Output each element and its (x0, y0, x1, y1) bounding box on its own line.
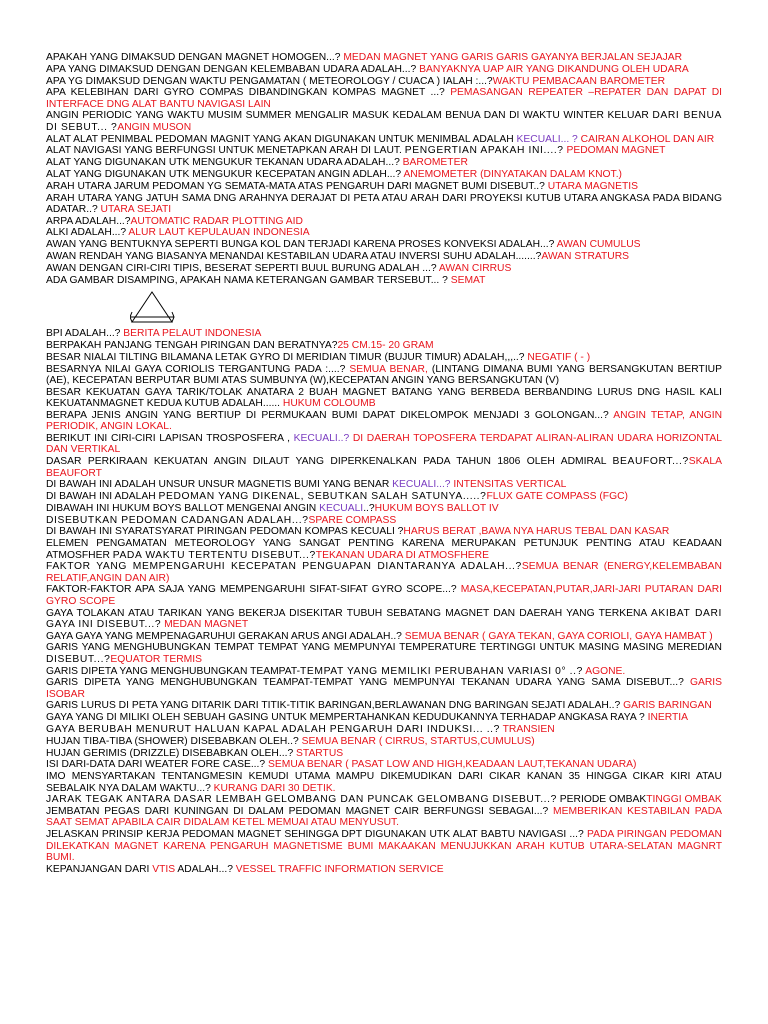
question-text: ELEMEN PENGAMATAN METEOROLOGY YANG SANGAT PENTING KARENA MERUPAKAN PETUNJUK PENTING ATAU KEADAAN ATMOSFHER (46, 538, 722, 561)
answer-text: VTIS (152, 863, 176, 875)
quiz-document (46, 52, 722, 875)
question-item (46, 479, 722, 490)
question-text: GARIS LURUS DI PETA YANG DITARIK DARI TITIK-TITIK BARINGAN,BERLAWANAN DNG BARINGAN SEJATI ADALAH..? (46, 700, 624, 712)
question-item (46, 227, 722, 238)
question-text: PENGERTIAN APAKAH INI....? (404, 145, 564, 157)
question-item (46, 157, 722, 168)
question-item (46, 410, 722, 433)
answer-text: HARUS BERAT ,BAWA NYA HARUS TEBAL DAN KASAR (403, 526, 670, 538)
answer-text: SEMUA BENAR, (349, 363, 428, 375)
question-text: AWAN RENDAH YANG BIASANYA MENANDAI KESTABILAN UDARA ATAU INVERSI SUHU ADALAH.......? (46, 251, 542, 263)
question-text: ALKI ADALAH...? (46, 227, 129, 239)
question-text: BERPAKAH PANJANG TENGAH PIRINGAN DAN BERATNYA? (46, 340, 338, 352)
answer-text: GARIS ISOBAR (46, 677, 722, 700)
answer-text: PEDOMAN MAGNET (563, 145, 666, 157)
question-text: GAYA TOLAKAN ATAU TARIKAN YANG BEKERJA DISEKITAR TUBUH SEBATANG MAGNET DAN DAERAH YANG TERKENA (46, 607, 651, 619)
question-text: ALAT YANG DIGUNAKAN UTK MENGUKUR KECEPATAN ANGIN ADLAH...? (46, 168, 404, 180)
question-text: GAYA GAYA YANG MEMPENAGARUHUI GERAKAN ARUS ANGI ADALAH..? (46, 630, 405, 642)
question-item (46, 864, 722, 875)
question-text: DI BAWAH INI ADALAH UNSUR UNSUR MAGNETIS BUMI YANG BENAR (46, 479, 393, 491)
answer-text: EQUATOR TERMIS (110, 653, 202, 665)
answer-text: BERITA PELAUT INDONESIA (123, 328, 262, 340)
question-text: GARIS DIPETA YANG MENGHUBUNGKAN TEAMPAT-TEMPAT YANG MEMPUNYAI TEKANAN UDARA YANG SAMA DISEBUT...? (46, 677, 690, 689)
question-item (46, 538, 722, 561)
question-text: BERAPA JENIS ANGIN YANG BERTIUP DI PERMUKAAN BUMI DAPAT DIKELOMPOK MENJADI 3 GOLONGAN...? (46, 410, 614, 422)
question-item (46, 64, 722, 75)
answer-text: SPARE COMPASS (308, 514, 397, 526)
question-item (46, 340, 722, 351)
question-text: GAYA YANG DI MILIKI OLEH SEBUAH GASING UNTUK MEMPERTAHANKAN KEDUDUKANNYA TERHADAP ANGKASA RAYA ? (46, 712, 648, 724)
question-text: BESAR NIALAI TILTING BILAMANA LETAK GYRO DI MERIDIAN TIMUR (BUJUR TIMUR) ADALAH,,,..? (46, 352, 528, 364)
question-text: BERIKUT INI CIRI-CIRI LAPISAN TROSPOSFERA , (46, 433, 294, 445)
question-item (46, 724, 722, 735)
question-item (46, 700, 722, 711)
question-text: GAYA BERUBAH MENURUT HALUAN KAPAL ADALAH PENGARUH DARI INDUKSI... ..? (46, 724, 500, 736)
question-text: (LINTANG DIMANA BUMI YANG BERSANGKUTAN BERTIUP (AE), KECEPATAN BERPUTAR BUMI ATAS SUMBUNYA (W),KECEPATAN ANGIN YANG BERSANGKUTAN (V) (46, 363, 722, 387)
question-text: GARIS DIPETA YANG MENGHUBUNGKAN TEAMPAT- (46, 665, 301, 677)
keyword-kecuali: KECUALI (319, 502, 364, 514)
question-item (46, 771, 722, 794)
question-item (46, 584, 722, 607)
answer-text: DI DAERAH TOPOSFERA TERDAPAT ALIRAN-ALIRAN UDARA HORIZONTAL DAN VERTIKAL (46, 433, 722, 456)
question-text: BESAR KEKUATAN GAYA TARIK/TOLAK ANATARA 2 BUAH MAGNET BATANG YANG BERBEDA BERBANDING LURUS DNG HASIL KALI KEKUATANMAGNET KEDUA KUTUB ADALAH...... (46, 386, 722, 410)
question-text: DISEBUT...? (46, 653, 111, 665)
answer-text: SEMUA BENAR (ENERGY,KELEMBABAN RELATIF,ANGIN DAN AIR) (46, 561, 722, 584)
answer-text: AWAN CIRRUS (438, 262, 512, 274)
answer-text: INTENSITAS VERTICAL (450, 479, 567, 491)
question-item (46, 52, 722, 63)
answer-text: NEGATIF ( - ) (527, 352, 591, 364)
answer-text: HUKUM COLOUMB (282, 398, 376, 410)
question-text: KEPANJANGAN DARI (46, 863, 153, 875)
question-item (46, 608, 722, 631)
question-item (46, 806, 722, 829)
question-item (46, 275, 722, 286)
question-item (46, 76, 722, 87)
question-text: JELASKAN PRINSIP KERJA PEDOMAN MAGNET SEHINGGA DPT DIGUNAKAN UTK ALAT BABTU NAVIGASI ...? (46, 829, 587, 841)
question-text: AKIBAT DARI GAYA INI DISEBUT...? (46, 607, 722, 630)
question-item (46, 642, 722, 665)
question-text: DISEBUTKAN PEDOMAN CADANGAN ADALAH...? (46, 514, 309, 526)
question-item (46, 433, 722, 456)
question-text: BPI ADALAH...? (46, 328, 124, 340)
question-text: APA YANG DIMAKSUD DENGAN DENGAN KELEMBABAN UDARA ADALAH...? (46, 63, 420, 75)
question-text: ADA GAMBAR DISAMPING, APAKAH NAMA KETERANGAN GAMBAR TERSEBUT... ? (46, 274, 451, 286)
answer-text: PADA PIRINGAN PEDOMAN DILEKATKAN MAGNET KARENA PENGARUH MAGNETISME BUMI MAKAAKAN MENUJUKKAN ARAH KUTUB UTARA-SELATAN MAGNRT BUMI. (46, 829, 722, 863)
question-text: APA KELEBIHAN DARI GYRO COMPAS DIBANDINGKAN KOMPAS MAGNET ...? (46, 87, 451, 99)
question-text: JEMBATAN PEGAS DARI KUNINGAN DI DALAM PEDOMAN MAGNET CAIR BERFUNGSI SEBAGAI...? (46, 806, 554, 818)
answer-text: ANGIN MUSON (117, 121, 192, 133)
answer-text: MEDAN MAGNET YANG GARIS GARIS GAYANYA BERJALAN SEJAJAR (343, 52, 683, 63)
answer-text: TINGGI OMBAK (646, 794, 722, 806)
keyword-kecuali: KECUALI... ? (516, 133, 578, 145)
answer-text: GARIS BARINGAN (623, 700, 712, 712)
question-item (46, 87, 722, 110)
question-item (46, 526, 722, 537)
question-text: TEMPAT YANG MEMILIKI PERUBAHAN VARIASI 0° ..? (300, 665, 583, 677)
question-item (46, 748, 722, 759)
answer-text: AUTOMATIC RADAR PLOTTING AID (130, 215, 303, 227)
answer-text: MASA,KECEPATAN,PUTAR,JARI-JARI PUTARAN DARI GYRO SCOPE (46, 584, 723, 607)
question-item (46, 110, 722, 133)
answer-text: INERTIA (647, 712, 689, 724)
question-item (46, 251, 722, 262)
question-item (46, 387, 722, 410)
question-text: IMO MENSYARTAKAN TENTANGMESIN KEMUDI UTAMA MAMPU DIKEMUDIKAN DARI CIKAR KANAN 35 HINGGA CIKAR KIRI ATAU SEBALAIK NYA DALAM WAKTU...? (46, 771, 722, 794)
question-text: PERIODE OMBAK (556, 794, 647, 806)
answer-text: SKALA BEAUFORT (46, 456, 722, 479)
question-item (46, 181, 722, 192)
compass-pivot-diagram (46, 286, 722, 328)
answer-text: CAIRAN ALKOHOL DAN AIR (577, 133, 715, 145)
question-item (46, 666, 722, 677)
answer-text: SEMUA BENAR ( CIRRUS, STARTUS,CUMULUS) (301, 735, 535, 747)
question-text: JARAK TEGAK ANTARA DASAR LEMBAH GELOMBANG DAN PUNCAK GELOMBANG DISEBUT...? (46, 794, 557, 806)
answer-text: BANYAKNYA UAP AIR YANG DIKANDUNG OLEH UDARA (419, 63, 689, 75)
answer-text: ALUR LAUT KEPULAUAN INDONESIA (128, 227, 310, 239)
question-text: DI BAWAH INI SYARATSYARAT PIRINGAN PEDOMAN KOMPAS KECUALI ? (46, 526, 404, 538)
question-item (46, 491, 722, 502)
question-text: GARIS YANG MENGHUBUNGKAN TEMPAT TEMPAT YANG MEMPUNYAI TEMPERATURE TERTINGGI UNTUK MASING MASING MEREDIAN (46, 642, 722, 654)
question-item (46, 677, 722, 700)
question-text: DIBAWAH INI HUKUM BOYS BALLOT MENGENAI ANGIN (46, 502, 320, 514)
answer-text: MEMBERIKAN KESTABILAN PADA SAAT SEMAT APABILA CAIR DIDALAM KETEL MEMUAI ATAU MENYUSUT. (46, 806, 723, 829)
question-text: PADA WAKTU TERTENTU DISEBUT...? (112, 549, 316, 561)
question-item (46, 829, 722, 863)
question-text: DARI BENUA DI SEBUT... ? (46, 110, 722, 133)
question-text: ANGIN PERIODIC YANG WAKTU MUSIM SUMMER MENGALIR MASUK KEDALAM BENUA DAN DI WAKTU WINTER KELUAR (46, 110, 653, 122)
answer-text: SEMAT (450, 274, 486, 286)
question-text: HUJAN GERIMIS (DRIZZLE) DISEBABKAN OLEH...? (46, 747, 297, 759)
question-text: FAKTOR YANG MEMPENGARUHI KECEPATAN PENGUAPAN DIANTARANYA ADALAH...? (46, 561, 522, 573)
question-text: DASAR PERKIRAAN KEKUATAN ANGIN DILAUT YANG DIPERKENALKAN PADA TAHUN 1806 OLEH ADMIRAL (46, 456, 613, 468)
question-text: ALAT NAVIGASI YANG BERFUNGSI UNTUK MENETAPKAN ARAH DI LAUT. (46, 145, 405, 157)
answer-text: AWAN STRATURS (541, 251, 630, 263)
answer-text: ANEMOMETER (DINYATAKAN DALAM KNOT.) (403, 168, 622, 180)
answer-text: BAROMETER (402, 157, 468, 169)
question-item (46, 794, 722, 805)
question-item (46, 328, 722, 339)
question-item (46, 169, 722, 180)
question-item (46, 503, 722, 514)
question-text: ..? (363, 502, 375, 514)
question-item (46, 134, 722, 145)
question-item (46, 216, 722, 227)
answer-text: HUKUM BOYS BALLOT IV (374, 502, 499, 514)
question-item (46, 239, 722, 250)
question-item (46, 263, 722, 274)
answer-text: SEMUA BENAR ( PASAT LOW AND HIGH,KEADAAN LAUT,TEKANAN UDARA) (268, 759, 637, 771)
answer-text: FLUX GATE COMPASS (FGC) (486, 491, 628, 503)
question-text: PEDOMAN YANG DIKENAL, SEBUTKAN SALAH SATUNYA.....? (158, 491, 487, 503)
question-item (46, 759, 722, 770)
answer-text: 25 CM.15- 20 GRAM (337, 340, 434, 352)
answer-text: UTARA MAGNETIS (547, 180, 638, 192)
answer-text: KURANG DARI 30 DETIK. (213, 782, 336, 794)
question-text: HUJAN TIBA-TIBA (SHOWER) DISEBABKAN OLEH..? (46, 735, 302, 747)
keyword-kecuali: KECUALI..? (293, 433, 350, 445)
question-text: ARAH UTARA JARUM PEDOMAN YG SEMATA-MATA ATAS PENGARUH DARI MAGNET BUMI DISEBUT..? (46, 180, 548, 192)
question-text: FAKTOR-FAKTOR APA SAJA YANG MEMPENGARUHI SIFAT-SIFAT GYRO SCOPE...? (46, 584, 461, 596)
question-item (46, 736, 722, 747)
question-text: DI BAWAH INI ADALAH (46, 491, 159, 503)
question-item (46, 631, 722, 642)
answer-text: UTARA SEJATI (100, 203, 172, 215)
answer-text: WAKTU PEMBACAAN BAROMETER (492, 75, 666, 87)
answer-text: TEKANAN UDARA DI ATMOSFHERE (315, 549, 489, 561)
keyword-kecuali: KECUALI...? (392, 479, 451, 491)
answer-text: TRANSIEN (499, 724, 555, 736)
answer-text: AGONE. (582, 665, 626, 677)
answer-text: MEDAN MAGNET (161, 618, 249, 630)
answer-text: ANGIN TETAP, ANGIN PERIODIK, ANGIN LOKAL. (46, 410, 723, 433)
question-text: ALAT ALAT PENIMBAL PEDOMAN MAGNIT YANG AKAN DIGUNAKAN UNTUK MENIMBAL ADALAH (46, 133, 517, 145)
answer-text: SEMUA BENAR ( GAYA TEKAN, GAYA CORIOLI, GAYA HAMBAT ) (404, 630, 713, 642)
question-text: ISI DARI-DATA DARI WEATER FORE CASE...? (46, 759, 268, 771)
answer-text: AWAN CUMULUS (556, 239, 641, 251)
question-text: BEAUFORT...? (612, 456, 689, 468)
question-text: APA YG DIMAKSUD DENGAN WAKTU PENGAMATAN ( METEOROLOGY / CUACA ) IALAH :...? (46, 75, 493, 87)
question-text: ARPA ADALAH...? (46, 215, 131, 227)
question-item (46, 145, 722, 156)
question-text: APAKAH YANG DIMAKSUD DENGAN MAGNET HOMOGEN...? (46, 52, 344, 63)
question-text: ADALAH...? (175, 863, 236, 875)
question-item (46, 561, 722, 584)
question-text: AWAN DENGAN CIRI-CIRI TIPIS, BESERAT SEPERTI BUUL BURUNG ADALAH ...? (46, 262, 439, 274)
question-text: ARAH UTARA YANG JATUH SAMA DNG ARAHNYA DERAJAT DI PETA ATAU ARAH DARI PROYEKSI KUTUB UTARA ANGKASA PADA BIDANG ADATAR..? (46, 192, 722, 215)
question-item (46, 712, 722, 723)
answer-text: VESSEL TRAFFIC INFORMATION SERVICE (235, 863, 444, 875)
question-item (46, 364, 722, 387)
answer-text: STARTUS (296, 747, 344, 759)
question-item (46, 515, 722, 526)
question-text: ALAT YANG DIGUNAKAN UTK MENGUKUR TEKANAN UDARA ADALAH...? (46, 157, 403, 169)
question-text: BESARNYA NILAI GAYA CORIOLIS TERGANTUNG PADA :....? (46, 363, 350, 375)
answer-text: PEMASANGAN REPEATER –REPATER DAN DAPAT DI INTERFACE DNG ALAT BANTU NAVIGASI LAIN (46, 87, 723, 110)
question-item (46, 456, 722, 479)
question-item (46, 352, 722, 363)
question-item (46, 193, 722, 216)
question-text: AWAN YANG BENTUKNYA SEPERTI BUNGA KOL DAN TERJADI KARENA PROSES KONVEKSI ADALAH...? (46, 239, 557, 251)
